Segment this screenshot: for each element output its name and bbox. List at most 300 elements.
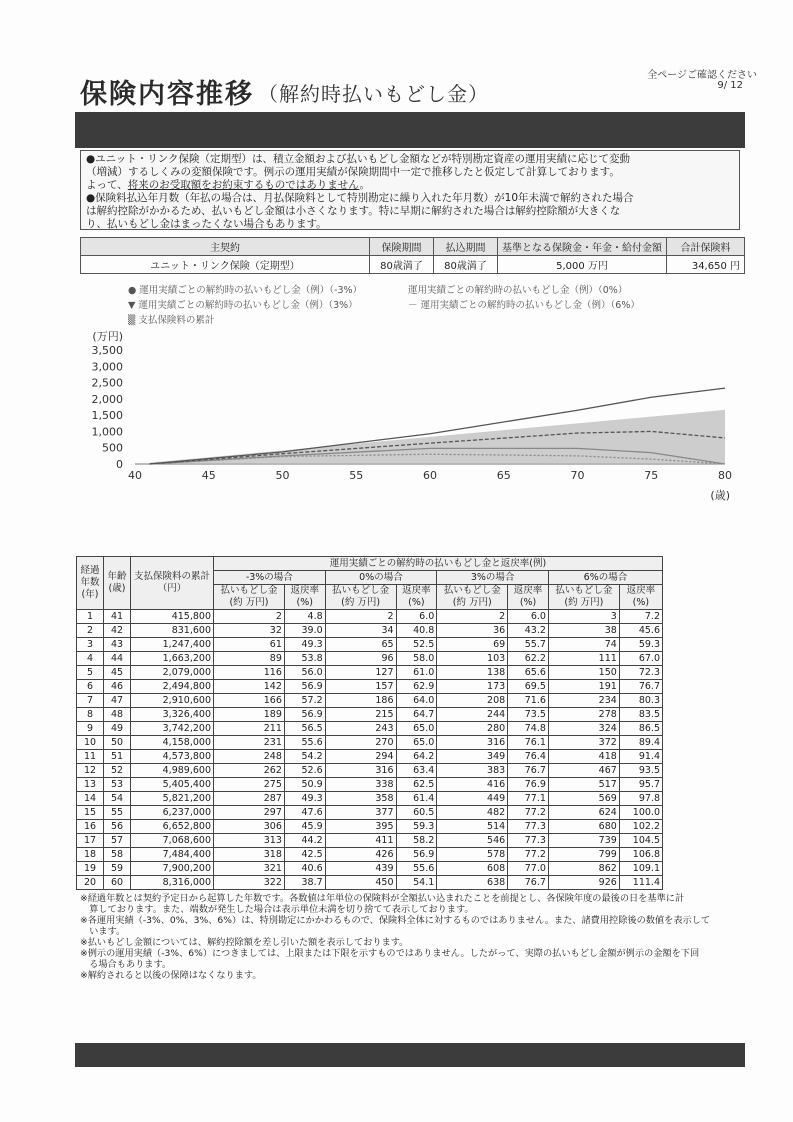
table-cell: 69	[437, 638, 508, 652]
table-cell: 318	[214, 848, 285, 862]
contract-amount: 5,000 万円	[498, 256, 667, 274]
footnote: います。	[80, 926, 126, 937]
table-cell: 14	[77, 792, 104, 806]
table-cell: 57	[104, 834, 131, 848]
table-cell: 42	[104, 624, 131, 638]
table-row	[77, 792, 663, 806]
table-cell: 6,652,800	[131, 820, 214, 834]
table-cell: 64.2	[396, 750, 437, 764]
footnote: ※解約されると以後の保障はなくなります。	[80, 970, 262, 981]
table-cell: 109.1	[619, 862, 662, 876]
table-cell: 100.0	[619, 806, 662, 820]
table-cell: 338	[325, 778, 396, 792]
table-row	[77, 652, 663, 666]
table-cell: 76.9	[508, 778, 549, 792]
table-cell: 74.8	[508, 722, 549, 736]
table-cell: 55.7	[508, 638, 549, 652]
table-cell: 418	[548, 750, 619, 764]
footer-band	[75, 1043, 745, 1067]
table-cell: 166	[214, 694, 285, 708]
table-cell: 60	[104, 876, 131, 890]
y-tick-label: 3,500	[91, 344, 123, 357]
table-cell: 624	[548, 806, 619, 820]
contract-header: 払込期間	[434, 238, 498, 256]
table-cell: 77.3	[508, 820, 549, 834]
table-row	[77, 666, 663, 680]
amount-header: 払いもどし金(約 万円)	[214, 585, 285, 610]
contract-header: 主契約	[81, 238, 370, 256]
rate-header: 返戻率(%)	[284, 585, 325, 610]
col-paid-unit: （円）	[157, 583, 187, 594]
table-cell: 11	[77, 750, 104, 764]
table-cell: 546	[437, 834, 508, 848]
table-cell: 62.9	[396, 680, 437, 694]
table-cell: 97.8	[619, 792, 662, 806]
table-cell: 54.2	[284, 750, 325, 764]
footnote: ※払いもどし金額については、解約控除額を差し引いた額を表示しております。	[80, 937, 409, 948]
notice-text: 。	[359, 179, 370, 191]
contract-term: 80歳満了	[370, 256, 434, 274]
table-cell: 43.2	[508, 624, 549, 638]
table-cell: 111.4	[619, 876, 662, 890]
table-cell: 53.8	[284, 652, 325, 666]
table-cell: 64.7	[396, 708, 437, 722]
table-cell: 95.7	[619, 778, 662, 792]
table-cell: 449	[437, 792, 508, 806]
contract-header: 合計保険料	[667, 238, 745, 256]
table-cell: 215	[325, 708, 396, 722]
table-cell: 482	[437, 806, 508, 820]
table-cell: 61.4	[396, 792, 437, 806]
table-cell: 287	[214, 792, 285, 806]
table-cell: 280	[437, 722, 508, 736]
table-row	[77, 736, 663, 750]
table-cell: 189	[214, 708, 285, 722]
table-cell: 9	[77, 722, 104, 736]
table-cell: 18	[77, 848, 104, 862]
rate-header: 返戻率(%)	[508, 585, 549, 610]
notice-text: よって、	[86, 179, 128, 191]
table-cell: 6.0	[396, 610, 437, 624]
table-cell: 41	[104, 610, 131, 624]
table-cell: 10	[77, 736, 104, 750]
table-cell: 76.7	[508, 876, 549, 890]
table-cell: 799	[548, 848, 619, 862]
footnote: 算しております。また、端数が発生した場合は表示単位未満を切り捨てて表示しております。	[80, 904, 474, 915]
table-cell: 231	[214, 736, 285, 750]
table-cell: 106.8	[619, 848, 662, 862]
table-cell: 91.4	[619, 750, 662, 764]
table-cell: 61	[214, 638, 285, 652]
amount-header: 払いもどし金(約 万円)	[437, 585, 508, 610]
contract-pay-term: 80歳満了	[434, 256, 498, 274]
table-cell: 426	[325, 848, 396, 862]
table-cell: 7	[77, 694, 104, 708]
table-cell: 7.2	[619, 610, 662, 624]
table-cell: 3	[77, 638, 104, 652]
col-age-header: 年齢(歳)	[104, 557, 131, 610]
table-cell: 36	[437, 624, 508, 638]
table-cell: 862	[548, 862, 619, 876]
notice-box	[80, 150, 740, 230]
table-cell: 322	[214, 876, 285, 890]
table-cell: 16	[77, 820, 104, 834]
x-tick-label: 45	[201, 469, 216, 482]
table-cell: 1	[77, 610, 104, 624]
table-cell: 74	[548, 638, 619, 652]
table-cell: 89.4	[619, 736, 662, 750]
table-cell: 13	[77, 778, 104, 792]
table-cell: 2,494,800	[131, 680, 214, 694]
table-row	[77, 820, 663, 834]
table-cell: 76.7	[619, 680, 662, 694]
scenario-header-m3: -3%の場合	[214, 571, 326, 585]
table-cell: 52.5	[396, 638, 437, 652]
page-number: 9/ 12	[717, 80, 743, 91]
footnote: ※各運用実績（-3%、0%、3%、6%）は、特別勘定にかかわるもので、保険料全体に対するものではありません。また、諸費用控除後の数値を表示して	[80, 915, 711, 926]
table-cell: 324	[548, 722, 619, 736]
table-cell: 926	[548, 876, 619, 890]
table-cell: 173	[437, 680, 508, 694]
table-cell: 76.1	[508, 736, 549, 750]
table-cell: 76.4	[508, 750, 549, 764]
table-cell: 569	[548, 792, 619, 806]
contract-plan: ユニット・リンク保険（定期型）	[81, 256, 370, 274]
table-cell: 234	[548, 694, 619, 708]
x-axis-label: (歳)	[710, 489, 730, 502]
table-cell: 208	[437, 694, 508, 708]
table-cell: 20	[77, 876, 104, 890]
table-cell: 1,663,200	[131, 652, 214, 666]
table-cell: 39.0	[284, 624, 325, 638]
x-tick-label: 70	[570, 469, 585, 482]
table-cell: 42.5	[284, 848, 325, 862]
table-cell: 450	[325, 876, 396, 890]
amount-header: 払いもどし金(約 万円)	[325, 585, 396, 610]
table-cell: 416	[437, 778, 508, 792]
table-cell: 49	[104, 722, 131, 736]
scenario-header-0: 0%の場合	[325, 571, 437, 585]
table-cell: 211	[214, 722, 285, 736]
table-cell: 2	[325, 610, 396, 624]
table-cell: 96	[325, 652, 396, 666]
notice-line: は解約控除がかかるため、払いもどし金額は小さくなります。特に早期に解約された場合は解約控除額が大きくな	[86, 205, 621, 217]
table-cell: 377	[325, 806, 396, 820]
table-cell: 514	[437, 820, 508, 834]
table-cell: 150	[548, 666, 619, 680]
table-cell: 73.5	[508, 708, 549, 722]
table-cell: 270	[325, 736, 396, 750]
table-cell: 60.5	[396, 806, 437, 820]
rate-header: 返戻率(%)	[396, 585, 437, 610]
footnote: ※経過年数とは契約予定日から起算した年数です。各数値は年単位の保険料が全額払い込まれたことを前提とし、各保険年度の最後の日を基準に計	[80, 893, 685, 904]
table-cell: 47.6	[284, 806, 325, 820]
table-cell: 316	[325, 764, 396, 778]
table-cell: 49.3	[284, 638, 325, 652]
table-cell: 49.3	[284, 792, 325, 806]
table-cell: 15	[77, 806, 104, 820]
chart-legend	[128, 282, 688, 327]
table-cell: 69.5	[508, 680, 549, 694]
table-cell: 306	[214, 820, 285, 834]
table-cell: 47	[104, 694, 131, 708]
table-cell: 64.0	[396, 694, 437, 708]
rate-header: 返戻率(%)	[619, 585, 662, 610]
table-cell: 5,405,400	[131, 778, 214, 792]
table-cell: 17	[77, 834, 104, 848]
table-cell: 46	[104, 680, 131, 694]
table-cell: 65.0	[396, 722, 437, 736]
x-tick-label: 65	[496, 469, 511, 482]
notice-line: り、払いもどし金はまったくない場合もあります。	[86, 218, 327, 230]
table-cell: 316	[437, 736, 508, 750]
table-cell: 578	[437, 848, 508, 862]
table-cell: 59.3	[619, 638, 662, 652]
footnote: ※例示の運用実績（-3%、6%）につきましては、上限または下限を示すものではありません。したがって、実際の払いもどし金額が例示の金額を下回	[80, 948, 700, 959]
table-cell: 395	[325, 820, 396, 834]
table-cell: 65	[325, 638, 396, 652]
table-cell: 111	[548, 652, 619, 666]
legend-item: ● 運用実績ごとの解約時の払いもどし金（例）（-3%）	[128, 285, 363, 296]
table-row	[77, 848, 663, 862]
table-cell: 77.2	[508, 806, 549, 820]
notice-line	[86, 179, 734, 192]
notice-line: （増減）するしくみの変額保険です。例示の運用実績が保険期間中一定で推移したと仮定して計算しております。	[86, 166, 620, 178]
table-cell: 71.6	[508, 694, 549, 708]
table-cell: 2	[437, 610, 508, 624]
table-cell: 294	[325, 750, 396, 764]
table-cell: 48	[104, 708, 131, 722]
table-cell: 62.5	[396, 778, 437, 792]
table-cell: 55.6	[396, 862, 437, 876]
table-row	[77, 610, 663, 624]
table-cell: 76.7	[508, 764, 549, 778]
table-cell: 3,742,200	[131, 722, 214, 736]
notice-line: ●ユニット・リンク保険（定期型）は、積立金額および払いもどし金額などが特別勘定資産の運用実績に応じて変動	[86, 153, 631, 165]
table-cell: 45.9	[284, 820, 325, 834]
table-cell: 54	[104, 792, 131, 806]
legend-item: ▒ 支払保険料の累計	[128, 315, 215, 326]
table-cell: 67.0	[619, 652, 662, 666]
table-cell: 243	[325, 722, 396, 736]
legend-item: － 運用実績ごとの解約時の払いもどし金（例）（6%）	[408, 300, 640, 311]
table-cell: 186	[325, 694, 396, 708]
table-cell: 7,068,600	[131, 834, 214, 848]
x-tick-label: 80	[718, 469, 732, 482]
table-cell: 2	[77, 624, 104, 638]
table-cell: 50.9	[284, 778, 325, 792]
table-cell: 415,800	[131, 610, 214, 624]
table-cell: 58.2	[396, 834, 437, 848]
x-tick-label: 55	[349, 469, 364, 482]
table-cell: 608	[437, 862, 508, 876]
table-cell: 116	[214, 666, 285, 680]
x-tick-label: 60	[423, 469, 437, 482]
table-cell: 54.1	[396, 876, 437, 890]
table-cell: 7,484,400	[131, 848, 214, 862]
table-cell: 63.4	[396, 764, 437, 778]
table-cell: 34	[325, 624, 396, 638]
col-year-header: 経過年数(年)	[77, 557, 104, 610]
table-cell: 58.0	[396, 652, 437, 666]
table-row	[77, 778, 663, 792]
table-cell: 262	[214, 764, 285, 778]
table-cell: 7,900,200	[131, 862, 214, 876]
contract-header: 基準となる保険金・年金・給付金額	[498, 238, 667, 256]
table-cell: 43	[104, 638, 131, 652]
table-cell: 1,247,400	[131, 638, 214, 652]
table-cell: 44	[104, 652, 131, 666]
table-cell: 4.8	[284, 610, 325, 624]
table-cell: 58	[104, 848, 131, 862]
page-subtitle: （解約時払いもどし金）	[258, 82, 489, 106]
table-cell: 4,573,800	[131, 750, 214, 764]
table-cell: 411	[325, 834, 396, 848]
notice-emphasis: 将来のお受取額をお約束するものではありません	[127, 179, 360, 191]
notice-line: ●保険料払込年月数（年払の場合は、月払保険料として特別勘定に繰り入れた年月数）が10年未満で解約された場合	[86, 192, 634, 204]
header-band	[75, 112, 745, 148]
table-row	[77, 638, 663, 652]
contract-header: 保険期間	[370, 238, 434, 256]
table-cell: 2,910,600	[131, 694, 214, 708]
table-cell: 5,821,200	[131, 792, 214, 806]
scenario-header-3: 3%の場合	[437, 571, 549, 585]
table-cell: 61.0	[396, 666, 437, 680]
table-cell: 6	[77, 680, 104, 694]
table-cell: 44.2	[284, 834, 325, 848]
table-cell: 467	[548, 764, 619, 778]
table-cell: 5	[77, 666, 104, 680]
table-cell: 517	[548, 778, 619, 792]
refund-table	[76, 556, 663, 890]
table-cell: 45.6	[619, 624, 662, 638]
table-cell: 59	[104, 862, 131, 876]
table-cell: 3,326,400	[131, 708, 214, 722]
x-tick-label: 40	[128, 469, 142, 482]
table-cell: 93.5	[619, 764, 662, 778]
table-cell: 55	[104, 806, 131, 820]
table-cell: 77.1	[508, 792, 549, 806]
table-row	[77, 680, 663, 694]
col-paid-label: 支払保険料の累計	[133, 571, 210, 582]
table-row	[77, 834, 663, 848]
table-cell: 297	[214, 806, 285, 820]
y-tick-label: 2,000	[91, 392, 123, 406]
table-cell: 86.5	[619, 722, 662, 736]
footnote: る場合もあります。	[80, 959, 172, 970]
table-cell: 77.3	[508, 834, 549, 848]
table-row	[77, 708, 663, 722]
table-row	[77, 722, 663, 736]
col-paid-header	[131, 557, 214, 610]
footnotes	[80, 893, 740, 981]
table-cell: 83.5	[619, 708, 662, 722]
table-cell: 72.3	[619, 666, 662, 680]
table-cell: 321	[214, 862, 285, 876]
table-cell: 739	[548, 834, 619, 848]
table-cell: 2	[214, 610, 285, 624]
table-cell: 12	[77, 764, 104, 778]
table-cell: 142	[214, 680, 285, 694]
table-cell: 3	[548, 610, 619, 624]
x-tick-label: 75	[644, 469, 659, 482]
table-cell: 831,600	[131, 624, 214, 638]
table-cell: 6.0	[508, 610, 549, 624]
y-tick-label: 2,500	[91, 376, 123, 390]
y-tick-label: 1,500	[91, 409, 123, 423]
table-cell: 52	[104, 764, 131, 778]
table-cell: 275	[214, 778, 285, 792]
table-cell: 56.9	[284, 708, 325, 722]
table-cell: 56	[104, 820, 131, 834]
table-cell: 32	[214, 624, 285, 638]
table-cell: 57.2	[284, 694, 325, 708]
amount-header: 払いもどし金(約 万円)	[548, 585, 619, 610]
table-cell: 191	[548, 680, 619, 694]
table-row	[77, 694, 663, 708]
table-cell: 278	[548, 708, 619, 722]
table-cell: 383	[437, 764, 508, 778]
table-cell: 4	[77, 652, 104, 666]
x-tick-label: 50	[275, 469, 290, 482]
legend-item: ▼ 運用実績ごとの解約時の払いもどし金（例）（3%）	[128, 300, 358, 311]
table-cell: 19	[77, 862, 104, 876]
table-cell: 104.5	[619, 834, 662, 848]
table-cell: 638	[437, 876, 508, 890]
table-cell: 244	[437, 708, 508, 722]
table-cell: 50	[104, 736, 131, 750]
refund-chart	[80, 328, 740, 508]
contract-premium: 34,650 円	[667, 256, 745, 274]
table-cell: 680	[548, 820, 619, 834]
table-cell: 6,237,000	[131, 806, 214, 820]
table-cell: 40.8	[396, 624, 437, 638]
table-row	[77, 750, 663, 764]
table-cell: 313	[214, 834, 285, 848]
table-cell: 102.2	[619, 820, 662, 834]
table-cell: 52.6	[284, 764, 325, 778]
table-cell: 65.6	[508, 666, 549, 680]
table-cell: 358	[325, 792, 396, 806]
table-row	[77, 862, 663, 876]
table-cell: 4,989,600	[131, 764, 214, 778]
page-title: 保険内容推移	[80, 79, 254, 110]
table-cell: 372	[548, 736, 619, 750]
table-cell: 80.3	[619, 694, 662, 708]
table-cell: 62.2	[508, 652, 549, 666]
table-cell: 157	[325, 680, 396, 694]
contract-summary-table	[80, 237, 745, 274]
table-cell: 38.7	[284, 876, 325, 890]
table-cell: 56.9	[284, 680, 325, 694]
table-cell: 439	[325, 862, 396, 876]
table-cell: 53	[104, 778, 131, 792]
table-cell: 77.2	[508, 848, 549, 862]
table-cell: 40.6	[284, 862, 325, 876]
table-cell: 248	[214, 750, 285, 764]
table-cell: 8,316,000	[131, 876, 214, 890]
table-cell: 59.3	[396, 820, 437, 834]
table-cell: 51	[104, 750, 131, 764]
table-cell: 65.0	[396, 736, 437, 750]
table-cell: 77.0	[508, 862, 549, 876]
table-cell: 56.9	[396, 848, 437, 862]
legend-item: 運用実績ごとの解約時の払いもどし金（例）（0%）	[408, 285, 628, 296]
y-tick-label: 3,000	[91, 360, 123, 374]
table-cell: 56.0	[284, 666, 325, 680]
scenario-header-6: 6%の場合	[548, 571, 662, 585]
table-cell: 8	[77, 708, 104, 722]
